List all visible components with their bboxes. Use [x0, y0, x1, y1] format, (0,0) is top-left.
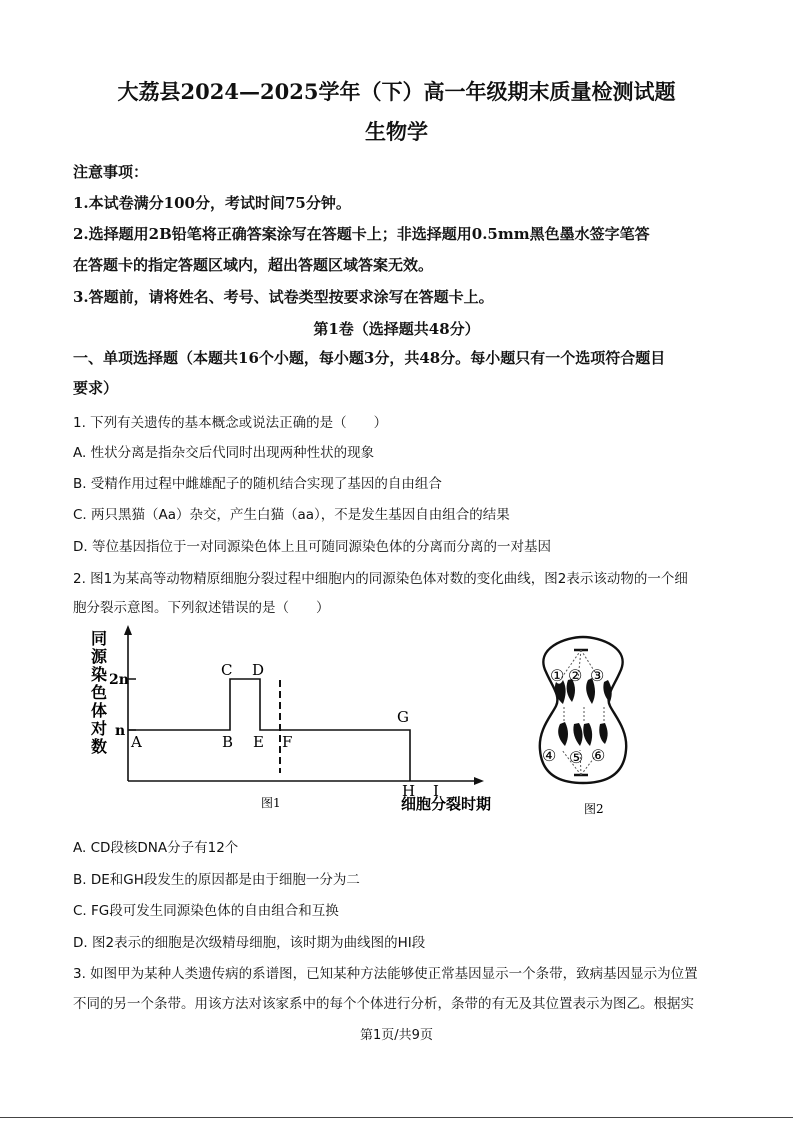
q2-option-b: B. DE和GH段发生的原因都是由于细胞一分为二 — [73, 872, 360, 888]
q1-option-d: D. 等位基因指位于一对同源染色体上且可随同源染色体的分离而分离的一对基因 — [73, 539, 551, 555]
point-label-e: E — [253, 733, 264, 751]
figure2-cell — [520, 630, 660, 820]
q1-stem: 1. 下列有关遗传的基本概念或说法正确的是（ ） — [73, 415, 388, 431]
y-label-char: 对 — [90, 719, 108, 738]
chromosome-label-2: ② — [568, 666, 583, 685]
point-label-f: F — [282, 733, 293, 751]
section-heading-line1: 一、单项选择题（本题共16个小题，每小题3分，共48分。每小题只有一个选项符合题目 — [73, 349, 666, 367]
y-label-char: 色 — [90, 683, 108, 702]
chromosome-label-3: ③ — [590, 666, 605, 685]
chromosome-icon — [603, 680, 611, 702]
q2-option-c: C. FG段可发生同源染色体的自由组合和互换 — [73, 903, 339, 919]
lower-chromosomes — [558, 722, 607, 746]
section-heading-line2: 要求） — [73, 379, 119, 397]
q3-stem-line1: 3. 如图甲为某种人类遗传病的系谱图，已知某种方法能够使正常基因显示一个条带，致病基因显示为位置 — [73, 966, 698, 982]
q1-option-a: A. 性状分离是指杂交后代同时出现两种性状的现象 — [73, 445, 375, 461]
y-label-char: 体 — [90, 701, 108, 720]
y-label-char: 数 — [90, 737, 108, 756]
point-label-d: D — [252, 661, 265, 679]
figure1-graph — [80, 620, 520, 820]
figure2-caption: 图2 — [584, 802, 604, 816]
page-footer: 第1页/共9页 — [360, 1028, 433, 1043]
chromosome-icon — [573, 723, 582, 746]
q1-option-b: B. 受精作用过程中雌雄配子的随机结合实现了基因的自由组合 — [73, 476, 442, 492]
subject-title: 生物学 — [365, 119, 428, 144]
notice-item-2-line2: 在答题卡的指定答题区域内，超出答题区域答案无效。 — [73, 256, 434, 274]
data-curve — [128, 679, 410, 781]
q1-option-c: C. 两只黑猫（Aa）杂交，产生白猫（aa），不是发生基因自由组合的结果 — [73, 507, 510, 523]
q2-option-d: D. 图2表示的细胞是次级精母细胞，该时期为曲线图的HI段 — [73, 935, 426, 951]
notice-item-3: 3.答题前，请将姓名、考号、试卷类型按要求涂写在答题卡上。 — [73, 288, 494, 306]
point-label-b: B — [222, 733, 234, 751]
exam-title: 大荔县2024—2025学年（下）高一年级期末质量检测试题 — [117, 79, 676, 104]
figure1-caption: 图1 — [261, 796, 281, 810]
chromosome-label-4: ④ — [542, 746, 557, 765]
chromosome-icon — [583, 723, 592, 746]
point-label-c: C — [221, 661, 233, 679]
q2-stem-line1: 2. 图1为某高等动物精原细胞分裂过程中细胞内的同源染色体对数的变化曲线，图2表示该动物的一个细 — [73, 571, 688, 587]
x-axis-arrow — [474, 777, 484, 785]
notice-item-2-line1: 2.选择题用2B铅笔将正确答案涂写在答题卡上；非选择题用0.5mm黑色墨水签字笔答 — [73, 225, 650, 243]
volume-heading: 第1卷（选择题共48分） — [313, 320, 480, 338]
point-label-a: A — [131, 733, 142, 751]
chromosome-icon — [558, 722, 568, 746]
notice-heading: 注意事项： — [73, 163, 149, 181]
chromosome-label-5: ⑤ — [569, 748, 584, 767]
chromosome-label-6: ⑥ — [591, 746, 606, 765]
notice-item-1: 1.本试卷满分100分，考试时间75分钟。 — [73, 194, 351, 212]
q2-stem-line2: 胞分裂示意图。下列叙述错误的是（ ） — [73, 600, 330, 616]
y-tick-2n: 2n — [109, 672, 129, 688]
page-bottom-rule — [0, 1117, 793, 1118]
y-label-char: 源 — [90, 647, 108, 666]
point-label-g: G — [397, 708, 409, 726]
point-label-h: H — [402, 782, 416, 800]
q2-option-a: A. CD段核DNA分子有12个 — [73, 840, 239, 856]
y-tick-n: n — [115, 723, 126, 739]
y-axis-arrow — [124, 625, 132, 635]
y-label-char: 同 — [90, 629, 108, 648]
point-label-i: I — [433, 782, 439, 800]
y-label-char: 染 — [90, 665, 108, 684]
x-axis-label: 细胞分裂时期 — [401, 795, 492, 813]
y-axis-label — [90, 629, 108, 756]
q3-stem-line2: 不同的另一个条带。用该方法对该家系中的每个个体进行分析，条带的有无及其位置表示为图乙。根据实 — [73, 996, 694, 1012]
chromosome-label-1: ① — [550, 666, 565, 685]
chromosome-icon — [599, 723, 607, 744]
